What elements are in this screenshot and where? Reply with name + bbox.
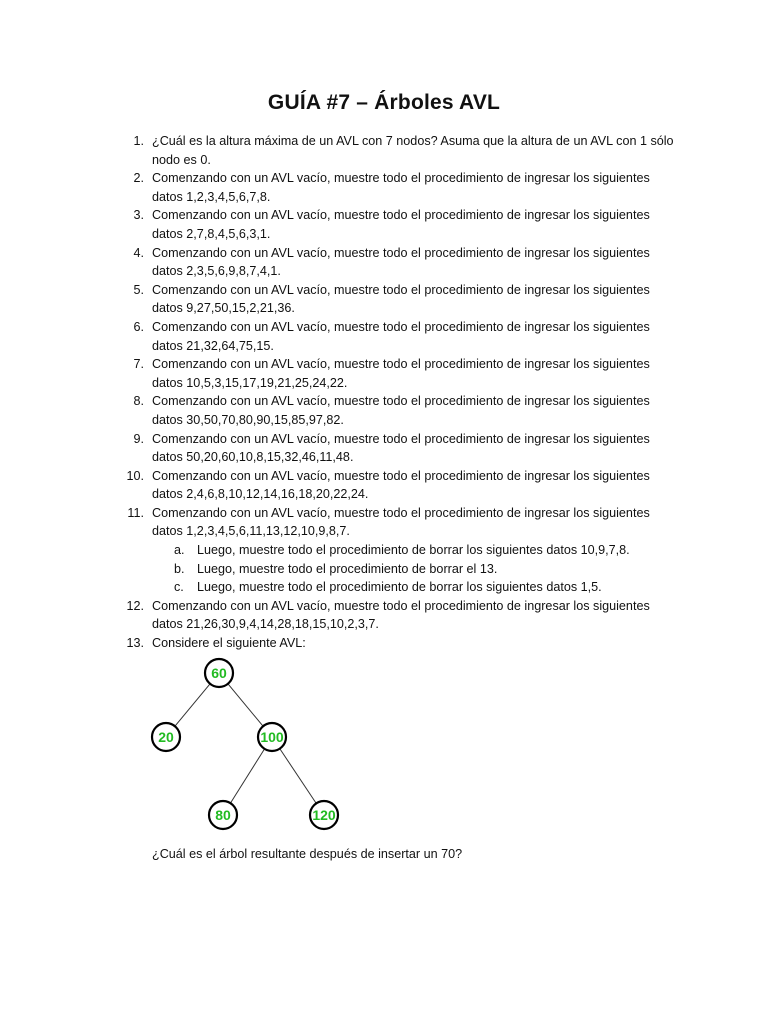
sub-question-text: Luego, muestre todo el procedimiento de borrar los siguientes datos 10,9,7,8. bbox=[197, 543, 630, 558]
question-number: 9. bbox=[133, 431, 144, 446]
question-number: 7. bbox=[133, 357, 144, 372]
sub-question-text: Luego, muestre todo el procedimiento de borrar el 13. bbox=[197, 561, 498, 576]
question-number: 13. bbox=[126, 636, 144, 651]
tree-edge bbox=[175, 684, 210, 726]
question-item bbox=[114, 467, 674, 504]
sub-question-list bbox=[152, 541, 674, 597]
question-number: 10. bbox=[126, 468, 144, 483]
tree-edge bbox=[228, 684, 263, 726]
question-item bbox=[114, 318, 674, 355]
sub-question-item bbox=[152, 578, 674, 597]
tree-edges bbox=[175, 684, 316, 804]
sub-question-item bbox=[152, 541, 674, 560]
question-number: 12. bbox=[126, 598, 144, 613]
page-title: GUÍA #7 – Árboles AVL bbox=[267, 91, 501, 114]
question-text: Comenzando con un AVL vacío, muestre todo el procedimiento de ingresar los siguientes datos 1,2,3,4,5,6,11,13,12,10,9,8,7. bbox=[152, 505, 650, 539]
sub-question-letter: a. bbox=[174, 543, 185, 558]
question-text: Comenzando con un AVL vacío, muestre todo el procedimiento de ingresar los siguientes datos 2,7,8,4,5,6,3,1. bbox=[152, 208, 650, 241]
tree-node bbox=[205, 659, 233, 687]
question-number: 6. bbox=[133, 319, 144, 334]
question-text: Comenzando con un AVL vacío, muestre todo el procedimiento de ingresar los siguientes datos 2,4,6,8,10,12,14,16,18,20,22,24. bbox=[152, 468, 650, 502]
tree-node-label: 120 bbox=[312, 807, 336, 823]
question-item bbox=[114, 281, 674, 318]
sub-question-item bbox=[152, 560, 674, 579]
question-number: 8. bbox=[133, 394, 144, 409]
question-text: Comenzando con un AVL vacío, muestre todo el procedimiento de ingresar los siguientes datos 10,5,3,15,17,19,21,25,24,22. bbox=[152, 357, 650, 390]
question-number: 3. bbox=[133, 208, 144, 223]
question-text: Comenzando con un AVL vacío, muestre todo el procedimiento de ingresar los siguientes datos 1,2,3,4,5,6,7,8. bbox=[152, 171, 650, 204]
question-item bbox=[114, 430, 674, 467]
question-item bbox=[114, 169, 674, 206]
tree-node bbox=[152, 723, 180, 751]
sub-question-letter: b. bbox=[174, 561, 185, 576]
question-list bbox=[114, 132, 674, 653]
question-number: 1. bbox=[133, 134, 144, 148]
question-text: Comenzando con un AVL vacío, muestre todo el procedimiento de ingresar los siguientes datos 9,27,50,15,2,21,36. bbox=[152, 282, 650, 316]
sub-question-letter: c. bbox=[174, 580, 184, 595]
question-item bbox=[114, 392, 674, 429]
final-question: ¿Cuál es el árbol resultante después de insertar un 70? bbox=[152, 847, 463, 861]
tree-node-label: 100 bbox=[260, 729, 284, 745]
tree-node-label: 60 bbox=[211, 665, 227, 681]
question-number: 11. bbox=[127, 505, 144, 520]
question-text: Comenzando con un AVL vacío, muestre todo el procedimiento de ingresar los siguientes datos 2,3,5,6,9,8,7,4,1. bbox=[152, 245, 650, 279]
question-text: Comenzando con un AVL vacío, muestre todo el procedimiento de ingresar los siguientes datos 30,50,70,80,90,15,85,97,82. bbox=[152, 394, 650, 427]
question-item bbox=[114, 132, 674, 169]
question-item bbox=[114, 355, 674, 392]
question-item bbox=[114, 504, 674, 597]
tree-node bbox=[209, 801, 237, 829]
tree-node-label: 20 bbox=[158, 729, 174, 745]
question-text: Considere el siguiente AVL: bbox=[152, 636, 306, 651]
question-item bbox=[114, 206, 674, 243]
question-item bbox=[114, 634, 674, 653]
tree-nodes bbox=[152, 659, 338, 829]
question-number: 5. bbox=[133, 282, 144, 297]
question-text: Comenzando con un AVL vacío, muestre todo el procedimiento de ingresar los siguientes datos 21,26,30,9,4,14,28,18,15,10,2,3,7. bbox=[152, 598, 650, 632]
question-text: Comenzando con un AVL vacío, muestre todo el procedimiento de ingresar los siguientes datos 50,20,60,10,8,15,32,46,11,48. bbox=[152, 431, 650, 465]
sub-question-text: Luego, muestre todo el procedimiento de borrar los siguientes datos 1,5. bbox=[197, 580, 602, 595]
avl-tree-diagram bbox=[140, 652, 360, 842]
tree-edge bbox=[280, 749, 316, 804]
tree-edge bbox=[230, 749, 264, 803]
tree-node bbox=[258, 723, 286, 751]
question-item bbox=[114, 597, 674, 634]
question-text: Comenzando con un AVL vacío, muestre todo el procedimiento de ingresar los siguientes datos 21,32,64,75,15. bbox=[152, 319, 650, 353]
tree-node bbox=[310, 801, 338, 829]
question-number: 2. bbox=[133, 171, 144, 186]
question-number: 4. bbox=[133, 245, 144, 260]
question-text: ¿Cuál es la altura máxima de un AVL con 7 nodos? Asuma que la altura de un AVL con 1 sólo nodo es 0. bbox=[152, 134, 674, 167]
question-item bbox=[114, 244, 674, 281]
tree-node-label: 80 bbox=[215, 807, 231, 823]
